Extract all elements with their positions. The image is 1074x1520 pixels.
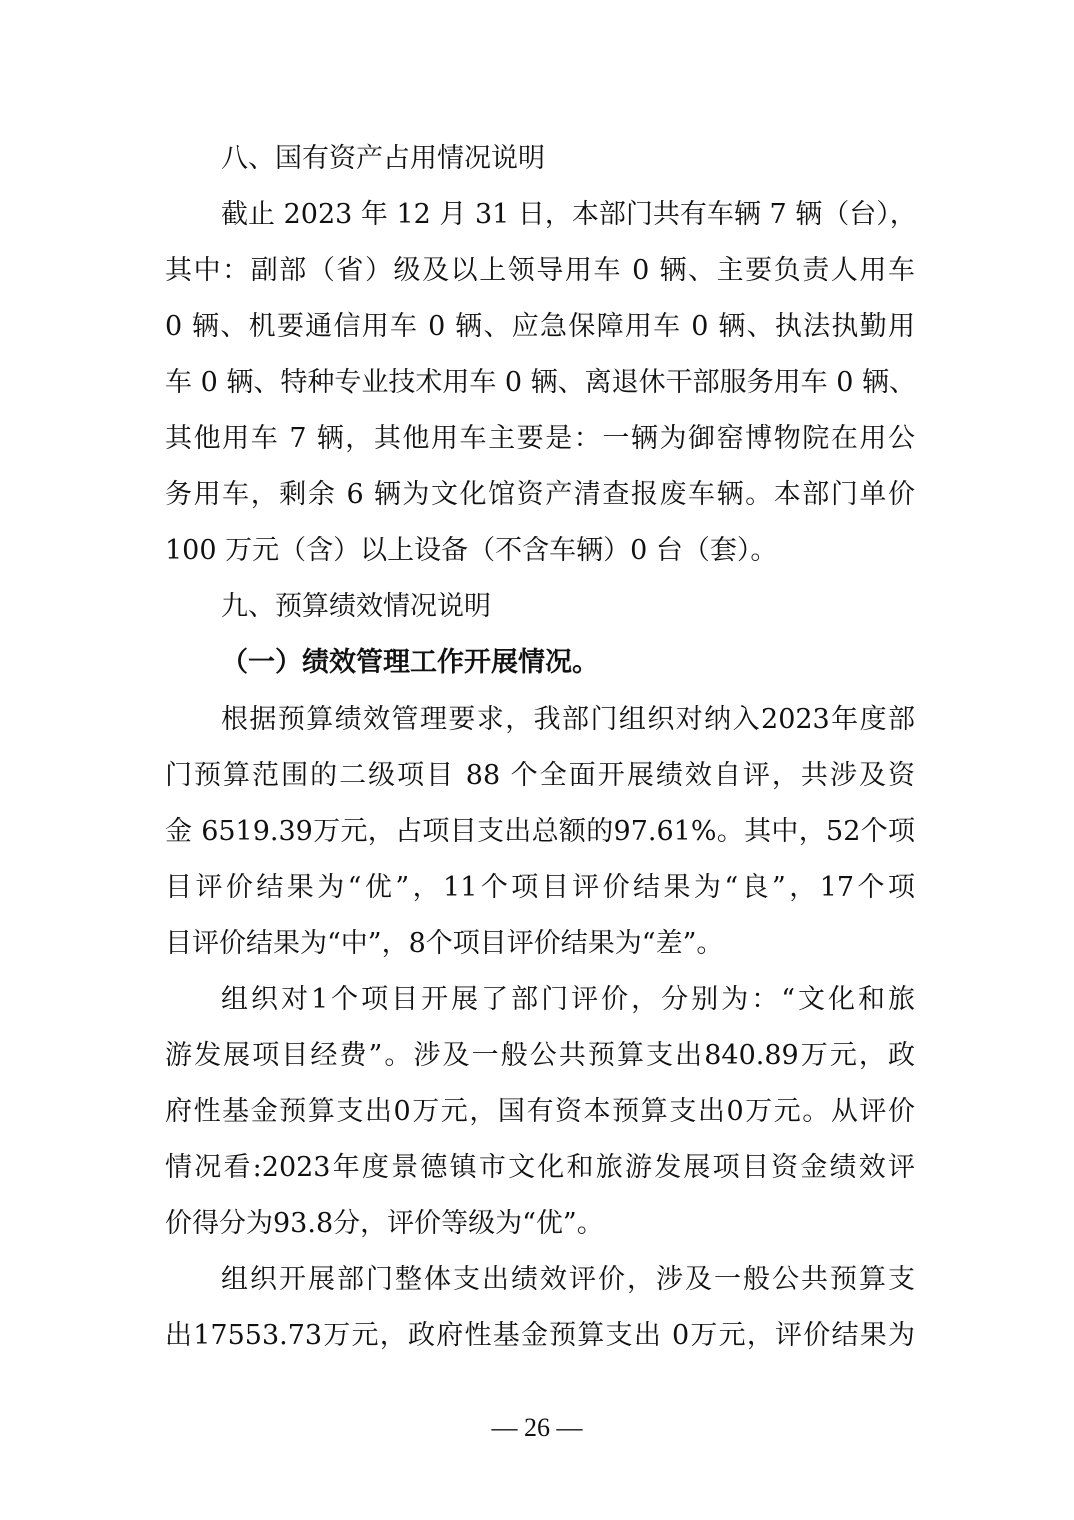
- section-9-heading: 九、预算绩效情况说明: [221, 591, 491, 622]
- para-1-line-1: 根据预算绩效管理要求，我部门组织对纳入2023年度部: [221, 704, 915, 735]
- para-2-line-1: 组织对1个项目开展了部门评价，分别为：“文化和旅: [221, 984, 915, 1015]
- para-1-line-5: 目评价结果为“中”，8个项目评价结果为“差”。: [165, 928, 724, 959]
- page-number: — 26 —: [491, 1413, 583, 1442]
- section-8-line-7: 100 万元（含）以上设备（不含车辆）0 台（套）。: [165, 535, 778, 566]
- section-8-line-3: 0 辆、机要通信用车 0 辆、应急保障用车 0 辆、执法执勤用: [165, 311, 915, 342]
- section-8-line-2: 其中：副部（省）级及以上领导用车 0 辆、主要负责人用车: [165, 255, 915, 286]
- section-8-heading: 八、国有资产占用情况说明: [221, 143, 545, 174]
- para-1-line-4: 目评价结果为“优”，11个项目评价结果为“良”，17个项: [165, 872, 915, 903]
- para-1-line-3: 金 6519.39万元，占项目支出总额的97.61%。其中，52个项: [165, 816, 915, 847]
- section-9-subheading: （一）绩效管理工作开展情况。: [221, 647, 599, 678]
- para-3-line-1: 组织开展部门整体支出绩效评价，涉及一般公共预算支: [221, 1264, 915, 1295]
- para-2-line-2: 游发展项目经费”。涉及一般公共预算支出840.89万元，政: [165, 1040, 915, 1071]
- section-8-line-5: 其他用车 7 辆，其他用车主要是：一辆为御窑博物院在用公: [165, 423, 915, 454]
- para-1-line-2: 门预算范围的二级项目 88 个全面开展绩效自评，共涉及资: [165, 760, 915, 791]
- section-8-line-4: 车 0 辆、特种专业技术用车 0 辆、离退休干部服务用车 0 辆、: [165, 367, 917, 398]
- para-2-line-3: 府性基金预算支出0万元，国有资本预算支出0万元。从评价: [165, 1096, 915, 1127]
- para-2-line-5: 价得分为93.8分，评价等级为“优”。: [165, 1208, 604, 1239]
- para-3-line-2: 出17553.73万元，政府性基金预算支出 0万元，评价结果为: [165, 1320, 915, 1351]
- section-8-line-6: 务用车，剩余 6 辆为文化馆资产清查报废车辆。本部门单价: [165, 479, 915, 510]
- para-2-line-4: 情况看:2023年度景德镇市文化和旅游发展项目资金绩效评: [165, 1152, 915, 1183]
- section-8-line-1: 截止 2023 年 12 月 31 日，本部门共有车辆 7 辆（台），: [221, 199, 917, 230]
